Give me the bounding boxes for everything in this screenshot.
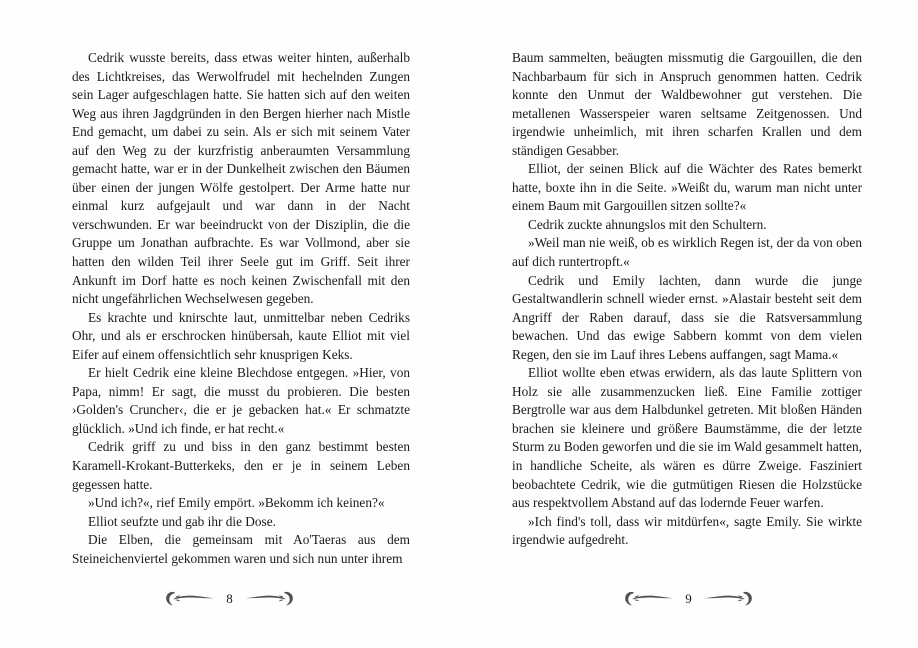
page-right	[459, 0, 918, 648]
swash-flourish-icon	[242, 588, 298, 610]
paragraph: Cedrik und Emily lachten, dann wurde die junge Gestaltwandlerin schnell wieder ernst. »Alastair besteht seit dem Angriff der Raben darauf, dass sie die Ratsversammlung bewachen. Und das ewige Sabbern kommt von dem vielen Regen, den sie im Lauf ihres Lebens auffangen, sagt Mama.«	[512, 272, 862, 362]
page-number: 9	[685, 590, 692, 606]
paragraph: Cedrik wusste bereits, dass etwas weiter hinten, außerhalb des Lichtkreises, das Werwolfrudel mit hechelnden Zungen sein Lager aufgeschlagen hatte. Sie hatten sich auf den weiten Weg aus ihren Jagdgründen in den Bergen hierher nach Mistle End gemacht, um dabei zu sein. Als er sich mit seinem Vater auf den Weg zu der kurzfristig anberaumten Versammlung gemacht hatte, war er in der Dunkelheit zwischen den Bäumen über einen der jungen Wölfe gestolpert. Der Arme hatte nur einmal kurz aufgejault und war dann in der Nacht verschwunden. Er war beeindruckt von der Disziplin, die die Gruppe um Jonathan aufbrachte. Es war Vollmond, aber sie hatten den wilden Teil ihrer Seele gut im Griff. Seit ihrer Ankunft im Dorf hatte es noch keinen Zwischenfall mit den nicht ungefährlichen Wechselwesen gegeben.	[72, 50, 410, 307]
page-right-textblock	[512, 49, 862, 550]
paragraph: »Ich find's toll, dass wir mitdürfen«, sagte Emily. Sie wirkte irgendwie aufgedreht.	[512, 513, 862, 548]
page-left-folio	[0, 588, 459, 610]
page-left-textblock	[72, 49, 410, 568]
paragraph: Elliot, der seinen Blick auf die Wächter des Rates bemerkt hatte, boxte ihn in die Seite. »Weißt du, warum man nicht unter einem Baum mit Gargouillen sitzen sollte?«	[512, 161, 862, 214]
paragraph: Es krachte und knirschte laut, unmittelbar neben Cedriks Ohr, und als er erschrocken hinübersah, kaute Elliot mit viel Eifer auf einem offensichtlich sehr knusprigen Keks.	[72, 309, 410, 362]
swash-flourish-icon	[161, 588, 217, 610]
page-right-folio	[459, 588, 918, 610]
paragraph: Baum sammelten, beäugten missmutig die Gargouillen, die den Nachbarbaum für sich in Anspruch genommen hatten. Cedrik konnte den Unmut der Waldbewohner gut verstehen. Die metallenen Wasserspeier waren seltsame Zeitgenossen. Und irgendwie unheimlich, mit ihren scharfen Krallen und dem ständigen Gesabber.	[512, 50, 862, 158]
swash-flourish-icon	[701, 588, 757, 610]
paragraph: Cedrik griff zu und biss in den ganz bestimmt besten Karamell-Krokant-Butterkeks, den er je in seinem Leben gegessen hatte.	[72, 439, 410, 492]
page-number: 8	[226, 590, 233, 606]
paragraph: Cedrik zuckte ahnungslos mit den Schultern.	[528, 216, 767, 232]
paragraph: Er hielt Cedrik eine kleine Blechdose entgegen. »Hier, von Papa, nimm! Er sagt, die musst du probieren. Die besten ›Golden's Cruncher‹, die er je gebacken hat.« Er schmatzte glücklich. »Und ich finde, er hat recht.«	[72, 365, 410, 436]
paragraph: Elliot wollte eben etwas erwidern, als das laute Splittern von Holz sie alle zusammenzucken ließ. Eine Familie zottiger Bergtrolle war aus dem Halbdunkel getreten. Mit bloßen Händen brachen sie kleinere und größere Baumstämme, die der letzte Sturm zu Boden geworfen und die sie im Wald gesammelt hatten, in handliche Scheite, als wären es dürre Zweige. Fasziniert beobachtete Cedrik, wie die gutmütigen Riesen die Holzstücke aus respektvollem Abstand auf das lodernde Feuer warfen.	[512, 365, 862, 511]
paragraph: »Und ich?«, rief Emily empört. »Bekomm ich keinen?«	[88, 495, 385, 511]
paragraph: »Weil man nie weiß, ob es wirklich Regen ist, der da von oben auf dich runtertropft.«	[512, 235, 862, 270]
paragraph: Die Elben, die gemeinsam mit Ao'Taeras aus dem Steineichenviertel gekommen waren und sich nun unter ihrem	[72, 532, 410, 566]
swash-flourish-icon	[620, 588, 676, 610]
paragraph: Elliot seufzte und gab ihr die Dose.	[88, 513, 276, 529]
